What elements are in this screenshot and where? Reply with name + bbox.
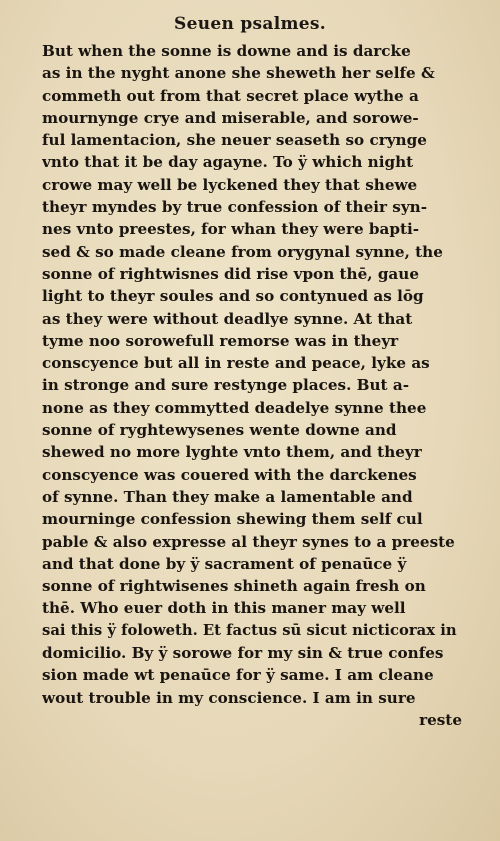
text-line: and that done by ÿ sacrament of penaūce ÿ <box>42 554 407 573</box>
text-line: sonne of rightwisenes shineth again fresh on <box>42 577 426 596</box>
text-line: shewed no more lyghte vnto them, and theyr <box>42 443 422 462</box>
text-line: as in the nyght anone she sheweth her selfe & <box>42 64 435 83</box>
text-line: crowe may well be lyckened they that shewe <box>42 175 418 194</box>
text-line: as they were without deadlye synne. At that <box>42 309 413 328</box>
catchword: reste <box>419 710 462 729</box>
body-text <box>42 40 462 731</box>
running-head: Seuen psalmes. <box>174 14 326 34</box>
text-line: conscyence but all in reste and peace, lyke as <box>42 354 430 373</box>
text-line: vnto that it be day agayne. To ÿ which night <box>42 153 414 172</box>
text-line: mournynge crye and miserable, and sorowe- <box>42 108 419 127</box>
text-line: thē. Who euer doth in this maner may well <box>42 599 406 618</box>
text-line: sonne of ryghtewysenes wente downe and <box>42 421 397 440</box>
text-line: domicilio. By ÿ sorowe for my sin & true confes <box>42 644 444 663</box>
text-line: commeth out from that secret place wythe a <box>42 86 419 105</box>
text-line: none as they commytted deadelye synne thee <box>42 398 427 417</box>
text-line: mourninge confession shewing them self cul <box>42 510 423 529</box>
text-line: ful lamentacion, she neuer seaseth so crynge <box>42 131 427 150</box>
text-line: nes vnto preestes, for whan they were bapti- <box>42 220 420 239</box>
text-line: pable & also expresse al theyr synes to a preeste <box>42 532 455 551</box>
text-line: But when the sonne is downe and is darcke <box>42 42 411 60</box>
text-line: wout trouble in my conscience. I am in sure <box>42 688 416 707</box>
text-line: in stronge and sure restynge places. But a- <box>42 376 409 395</box>
text-line: sion made wt penaūce for ÿ same. I am cleane <box>42 666 434 685</box>
text-line: tyme noo sorowefull remorse was in theyr <box>42 331 399 350</box>
text-line: sai this ÿ foloweth. Et factus sū sicut nicticorax in <box>42 621 457 639</box>
text-line: theyr myndes by true confession of their syn- <box>42 198 428 217</box>
text-line: sed & so made cleane from orygynal synne, the <box>42 242 443 261</box>
text-line: conscyence was couered with the darckenes <box>42 465 417 484</box>
text-line: sonne of rightwisnes did rise vpon thē, gaue <box>42 264 419 283</box>
text-line: light to theyr soules and so contynued as lōg <box>42 287 424 306</box>
text-line: of synne. Than they make a lamentable and <box>42 487 413 506</box>
